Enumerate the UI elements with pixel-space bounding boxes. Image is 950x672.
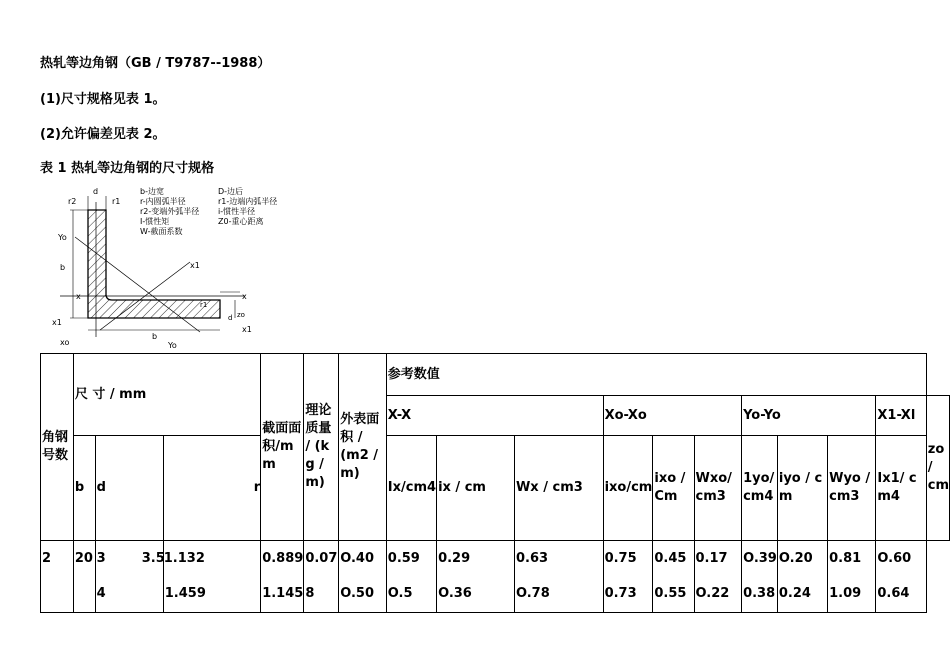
legend-b: b-边宽: [140, 187, 164, 196]
legend-d: D-边后: [218, 187, 244, 196]
legend-r: r-内圆弧半径: [140, 197, 186, 206]
note-line-2: (2)允许偏差见表 2。: [40, 127, 166, 142]
group-xx: X-X: [386, 396, 603, 436]
diagram-label-x-right: x: [242, 292, 247, 301]
col-ix1: Ix1/ cm4: [876, 436, 926, 541]
group-x1x1: X1-Xl: [876, 396, 926, 436]
col-r: r: [163, 436, 260, 541]
diagram-label-d-right: d: [228, 314, 233, 322]
header-mass: 理论质量 / (kg / m): [304, 354, 339, 541]
col-d: d: [95, 436, 163, 541]
col-zo: zo / cm: [926, 396, 949, 541]
table-row: 4 1.459 1.145 8 O.50 O.5 O.36 O.78 0.73 0.55 O.22 0.38 0.24 1.09 0.64: [41, 577, 950, 613]
legend-r2: r2-变端外弧半径: [140, 207, 200, 216]
legend-i: i-惯性半径: [218, 207, 256, 216]
col-ix: ix / cm: [437, 436, 515, 541]
col-wyo: Wyo / cm3: [828, 436, 876, 541]
diagram-label-x1-left: x1: [52, 318, 62, 327]
col-wx: Wx / cm3: [514, 436, 603, 541]
diagram-label-yo-top: Yo: [58, 233, 67, 242]
diagram-label-yo-bottom: Yo: [168, 341, 177, 350]
header-jiaogang: 角钢号数: [41, 354, 74, 541]
col-ixo2: ixo / Cm: [653, 436, 694, 541]
note-line-1: (1)尺寸规格见表 1。: [40, 92, 166, 107]
diagram-label-r1-right: r1: [200, 301, 208, 309]
angle-steel-diagram: [40, 182, 300, 352]
angle-steel-spec-table: [40, 353, 950, 613]
col-b: b: [73, 436, 95, 541]
legend-z0: Z0-重心距离: [218, 217, 264, 226]
table-row: 2 20 3 3.51.132 0.889 0.07 O.40 0.59 0.29 0.63 0.75 0.45 0.17 O.39 O.20 0.81 O.60: [41, 541, 950, 577]
diagram-legend: [140, 186, 277, 236]
legend-r1: r1-边端内弧半径: [218, 197, 278, 206]
diagram-label-b-left: b: [60, 263, 66, 272]
header-area: 截面面积/mm: [261, 354, 304, 541]
group-yoyo: Yo-Yo: [742, 396, 876, 436]
diagram-label-b-bottom: b: [152, 332, 158, 341]
diagram-label-r1: r1: [112, 197, 121, 206]
diagram-label-x1-diag: x1: [190, 261, 200, 270]
diagram-label-zo: zo: [237, 311, 245, 319]
diagram-label-d: d: [93, 187, 99, 196]
header-size: 尺 寸 / mm: [73, 354, 260, 436]
table-caption: 表 1 热轧等边角钢的尺寸规格: [40, 161, 215, 176]
header-surface: 外表面积 / (m2 / m): [339, 354, 387, 541]
col-ix-cm4: Ix/cm4: [386, 436, 436, 541]
document-title: 热轧等边角钢（GB / T9787--1988）: [40, 56, 271, 71]
header-reference: 参考数值: [386, 354, 926, 396]
col-ixo: ixo/cm: [603, 436, 653, 541]
diagram-label-x-left: x: [76, 292, 81, 301]
col-iyo: iyo / cm: [777, 436, 827, 541]
col-wxo: Wxo/ cm3: [694, 436, 742, 541]
group-xoxo: Xo-Xo: [603, 396, 741, 436]
diagram-label-xo: xo: [60, 338, 70, 347]
col-iyo-cm4: 1yo/ cm4: [742, 436, 778, 541]
legend-I: I-惯性矩: [140, 217, 170, 226]
diagram-label-r2: r2: [68, 197, 77, 206]
legend-w: W-截面系数: [140, 227, 183, 236]
diagram-label-x1-right: x1: [242, 325, 252, 334]
